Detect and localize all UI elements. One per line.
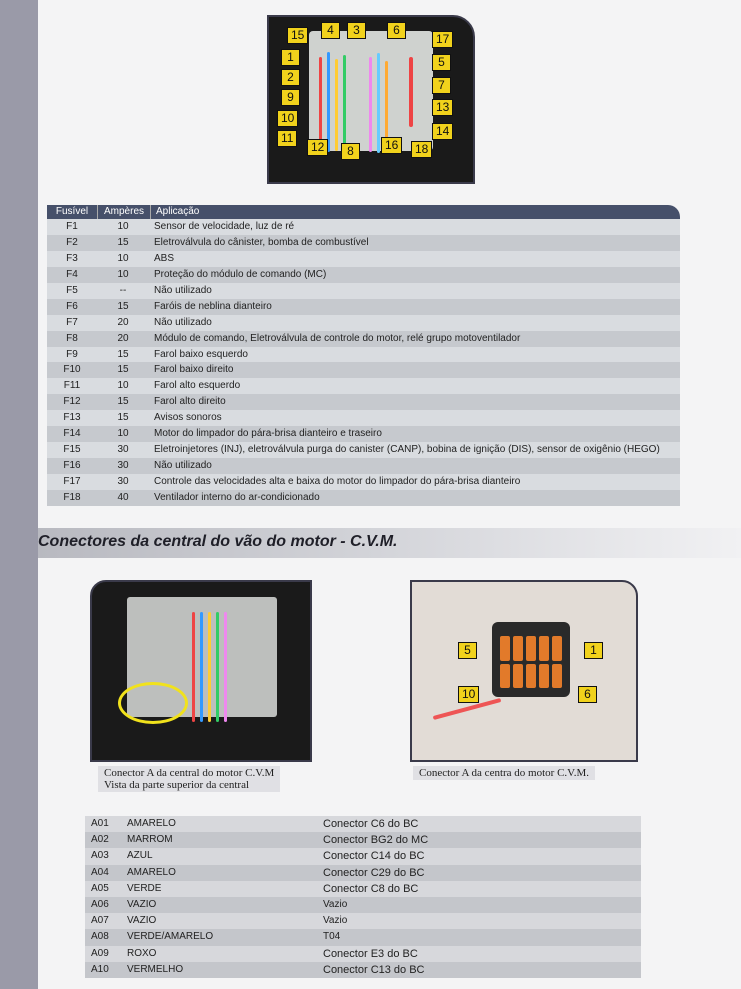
wire-color: VAZIO <box>127 898 157 910</box>
pin-id: A07 <box>91 915 109 927</box>
destination: Conector E3 do BC <box>323 947 418 960</box>
fuse-id: F18 <box>63 491 81 503</box>
fuse-id: F1 <box>66 221 78 232</box>
photo-b-caption: Conector A da centra do motor C.V.M. <box>413 766 595 780</box>
fuse-amperes: 10 <box>117 221 129 232</box>
wire <box>224 612 227 722</box>
wire-color: MARROM <box>127 834 173 846</box>
wire <box>327 52 330 152</box>
fuse-table-row <box>47 490 680 506</box>
connector-pin <box>552 636 562 661</box>
fuse-id: F4 <box>66 268 78 280</box>
caption-line2: Vista da parte superior da central <box>104 779 250 791</box>
fuse-id: F15 <box>63 444 81 456</box>
destination: Conector C13 do BC <box>323 963 425 976</box>
fuse-table-row <box>47 442 680 458</box>
fuse-application: Não utilizado <box>154 316 212 328</box>
wire <box>335 59 338 151</box>
connector-table-row <box>85 962 641 978</box>
fuse-application: Farol baixo esquerdo <box>154 348 248 360</box>
fuse-table <box>47 205 680 506</box>
fuse-amperes: 15 <box>117 348 129 360</box>
connector-table-row <box>85 929 641 945</box>
connector-pin <box>513 664 523 689</box>
destination: Conector C14 do BC <box>323 850 425 863</box>
fuse-amperes: 15 <box>117 364 129 376</box>
fuse-table-row <box>47 235 680 251</box>
pin-id: A10 <box>91 963 109 975</box>
fuse-id: F8 <box>66 332 78 344</box>
fuse-id: F12 <box>63 396 81 408</box>
fuse-application: Farol baixo direito <box>154 364 234 376</box>
fuse-amperes: 15 <box>117 412 129 424</box>
fuse-application: Sensor de velocidade, luz de ré <box>154 221 295 232</box>
wire-color: AMARELO <box>127 866 176 878</box>
pin-id: A08 <box>91 931 109 943</box>
pin-label: 10 <box>458 686 479 703</box>
connector-pin <box>526 664 536 689</box>
fuse-id: F14 <box>63 428 81 440</box>
fuse-application: Controle das velocidades alta e baixa do motor do limpador do pára-brisa dianteiro <box>154 476 521 487</box>
connector-table-row <box>85 848 641 864</box>
wire-color: VERDE <box>127 882 162 894</box>
fuse-amperes: 20 <box>117 332 129 344</box>
fuse-amperes: 10 <box>117 268 129 280</box>
wire <box>369 57 372 152</box>
wire <box>409 57 413 127</box>
fuse-table-row <box>47 331 680 347</box>
fuse-id: F10 <box>63 364 81 376</box>
fuse-application: Motor do limpador do pára-brisa dianteiro e traseiro <box>154 428 382 440</box>
fuse-label: 8 <box>341 143 360 160</box>
connector-table <box>85 816 641 978</box>
fuse-table-row <box>47 299 680 315</box>
fuse-label: 9 <box>281 89 300 106</box>
fuse-label: 10 <box>277 110 298 127</box>
connector-pin <box>539 664 549 689</box>
wire-color: VERMELHO <box>127 963 184 975</box>
fuse-application: Eletroinjetores (INJ), eletroválvula purga do canister (CANP), bobina de ignição (DIS), sensor de oxigênio (HEGO) <box>154 444 660 456</box>
fuse-amperes: 10 <box>117 428 129 440</box>
pin-label: 1 <box>584 642 603 659</box>
connector-table-row <box>85 816 641 832</box>
fuse-id: F3 <box>66 252 78 264</box>
fuse-table-row <box>47 347 680 363</box>
fuse-id: F16 <box>63 460 81 472</box>
destination: Vazio <box>323 915 348 927</box>
fuse-id: F6 <box>66 300 78 312</box>
connector-table-row <box>85 832 641 848</box>
fuse-application: Proteção do módulo de comando (MC) <box>154 268 327 280</box>
connector-table-row <box>85 913 641 929</box>
destination: Vazio <box>323 898 348 910</box>
photo-a-caption <box>98 766 280 792</box>
fuse-application: Faróis de neblina dianteiro <box>154 300 272 312</box>
wire-color: AZUL <box>127 850 153 862</box>
fuse-label: 6 <box>387 22 406 39</box>
fuse-application: Ventilador interno do ar-condicionado <box>154 491 320 503</box>
connector-pin <box>526 636 536 661</box>
fuse-label: 5 <box>432 54 451 71</box>
connector-photo <box>410 580 638 762</box>
pin-id: A04 <box>91 866 109 878</box>
fuse-label: 3 <box>347 22 366 39</box>
fuse-application: Avisos sonoros <box>154 412 222 424</box>
fuse-label: 16 <box>381 137 402 154</box>
wire-color: VAZIO <box>127 915 157 927</box>
fuse-application: Eletroválvula do cânister, bomba de combustível <box>154 236 369 248</box>
fuse-id: F13 <box>63 412 81 424</box>
fuse-application: Módulo de comando, Eletroválvula de controle do motor, relé grupo motoventilador <box>154 332 521 344</box>
wire <box>377 53 380 153</box>
destination: T04 <box>323 931 341 943</box>
central-top-photo <box>90 580 312 762</box>
wire-color: ROXO <box>127 947 157 959</box>
destination: Conector C8 do BC <box>323 882 419 895</box>
fuse-amperes: 20 <box>117 316 129 328</box>
fuse-amperes: 10 <box>117 252 129 264</box>
header-amperes: Ampères <box>98 205 151 219</box>
connector-pins <box>500 636 562 688</box>
fuse-table-row <box>47 283 680 299</box>
connector-pin <box>552 664 562 689</box>
wire <box>192 612 195 722</box>
connector-pin <box>539 636 549 661</box>
fuse-table-row <box>47 267 680 283</box>
wire-color: VERDE/AMARELO <box>127 931 214 943</box>
fuse-label: 17 <box>432 31 453 48</box>
fuse-label: 15 <box>287 27 308 44</box>
fuse-id: F17 <box>63 476 81 487</box>
fuse-label: 13 <box>432 99 453 116</box>
fuse-table-row <box>47 362 680 378</box>
fuse-amperes: 30 <box>117 444 129 456</box>
fuse-table-row <box>47 251 680 267</box>
fuse-table-row <box>47 394 680 410</box>
fuse-table-row <box>47 410 680 426</box>
pin-id: A03 <box>91 850 109 862</box>
fuse-table-row <box>47 315 680 331</box>
destination: Conector C6 do BC <box>323 818 419 830</box>
left-decorative-bar <box>0 0 38 989</box>
fuse-label: 7 <box>432 77 451 94</box>
connector-pin <box>513 636 523 661</box>
fuse-id: F11 <box>63 380 81 392</box>
header-fusivel: Fusível <box>47 205 98 219</box>
destination: Conector C29 do BC <box>323 866 425 879</box>
fuse-amperes: 30 <box>117 460 129 472</box>
fuse-label: 1 <box>281 49 300 66</box>
pin-id: A06 <box>91 898 109 910</box>
section-title: Conectores da central do vão do motor - C.V.M. <box>38 533 398 550</box>
fuse-amperes: 30 <box>117 476 129 487</box>
fuse-application: Não utilizado <box>154 460 212 472</box>
wire-color: AMARELO <box>127 818 176 829</box>
fuse-id: F7 <box>66 316 78 328</box>
fuse-amperes: 40 <box>117 491 129 503</box>
fuse-label: 18 <box>411 141 432 158</box>
fuse-table-row <box>47 219 680 235</box>
pin-id: A05 <box>91 882 109 894</box>
fuse-id: F5 <box>66 284 78 296</box>
wire <box>343 55 346 153</box>
fuse-amperes: -- <box>119 284 127 296</box>
header-aplicacao: Aplicação <box>156 206 200 217</box>
pin-id: A01 <box>91 818 109 829</box>
fuse-table-row <box>47 474 680 490</box>
fuse-label: 12 <box>307 139 328 156</box>
fuse-label: 2 <box>281 69 300 86</box>
fuse-amperes: 10 <box>117 380 129 392</box>
connector-pin <box>500 664 510 689</box>
connector-table-row <box>85 881 641 897</box>
fuse-table-row <box>47 378 680 394</box>
connector-table-row <box>85 865 641 881</box>
connector-pin <box>500 636 510 661</box>
wire <box>200 612 203 722</box>
fuse-box-photo <box>267 15 475 184</box>
fuse-label: 11 <box>277 130 297 147</box>
fuse-application: Não utilizado <box>154 284 212 296</box>
fuse-label: 14 <box>432 123 453 140</box>
fuse-application: Farol alto esquerdo <box>154 380 241 392</box>
fuse-amperes: 15 <box>117 300 129 312</box>
wire <box>208 612 211 722</box>
pin-label: 6 <box>578 686 597 703</box>
fuse-table-row <box>47 426 680 442</box>
fuse-table-row <box>47 458 680 474</box>
caption-line1: Conector A da central do motor C.V.M <box>104 767 275 779</box>
fuse-amperes: 15 <box>117 396 129 408</box>
fuse-label: 4 <box>321 22 340 39</box>
wire <box>319 57 322 152</box>
connector-table-row <box>85 946 641 962</box>
fuse-application: Farol alto direito <box>154 396 226 408</box>
fuse-id: F2 <box>66 236 78 248</box>
fuse-application: ABS <box>154 252 175 264</box>
fuse-amperes: 15 <box>117 236 129 248</box>
pin-label: 5 <box>458 642 477 659</box>
connector-table-row <box>85 897 641 913</box>
fuse-id: F9 <box>66 348 78 360</box>
fuse-table-header <box>47 205 680 219</box>
wire <box>216 612 219 722</box>
pin-id: A02 <box>91 834 109 846</box>
highlight-circle <box>118 682 188 724</box>
destination: Conector BG2 do MC <box>323 834 429 847</box>
pin-id: A09 <box>91 947 109 959</box>
